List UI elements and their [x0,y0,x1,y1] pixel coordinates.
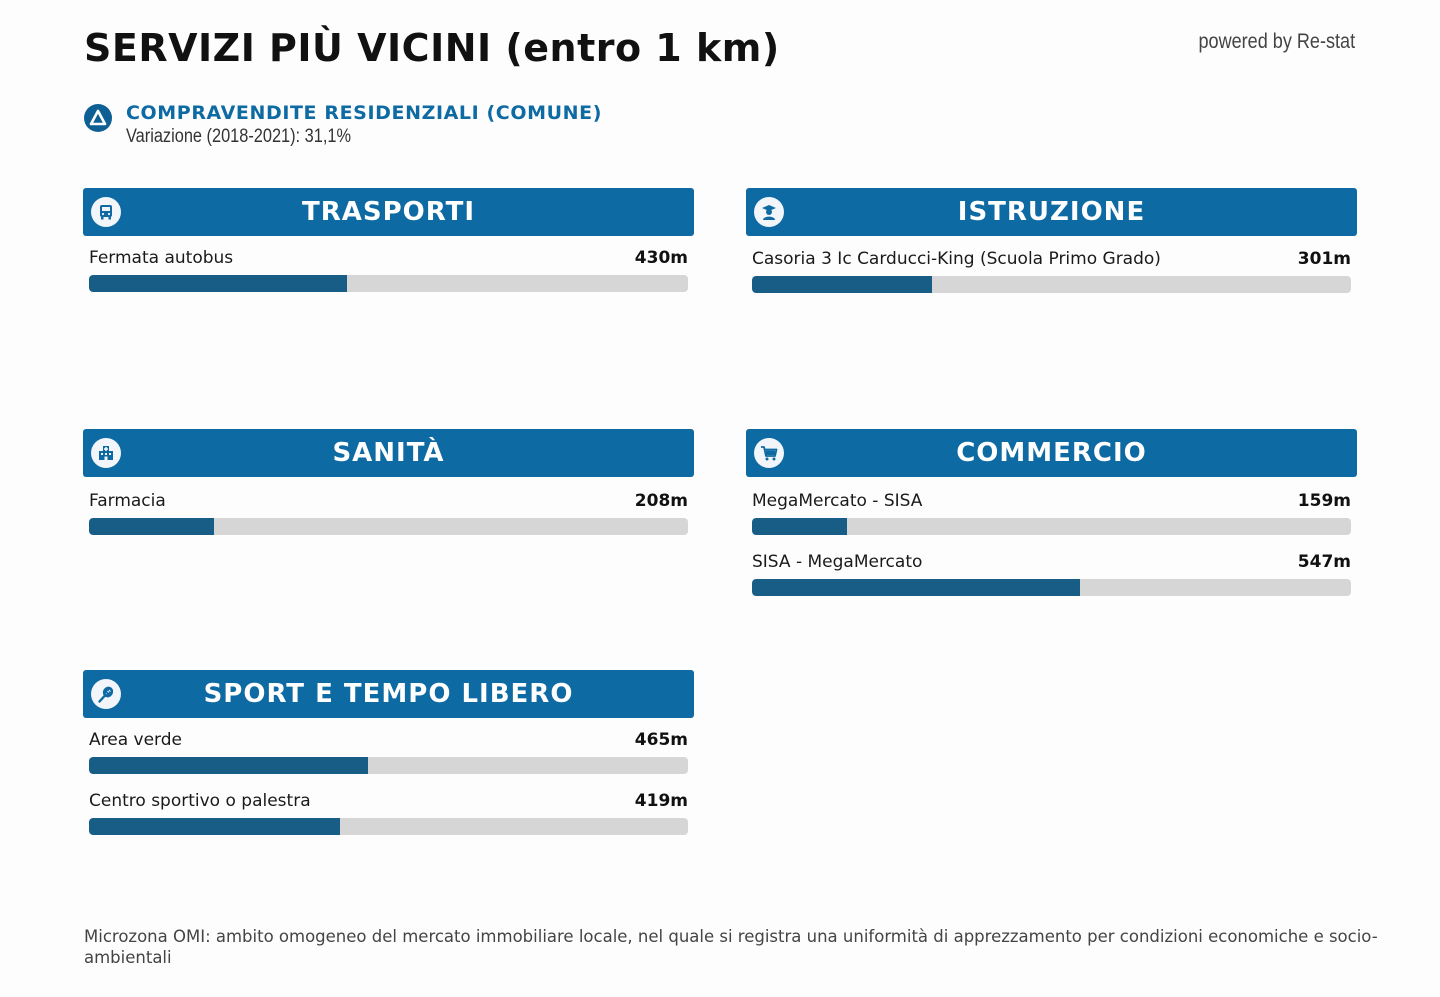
list-item [89,248,688,292]
list-item [752,552,1351,596]
distance-bar-fill [89,757,368,774]
section-title: SPORT E TEMPO LIBERO [203,679,574,709]
distance-bar-fill [752,276,932,293]
service-name: Centro sportivo o palestra [89,791,311,811]
shopping-cart-icon [754,438,784,468]
distance-bar [89,518,688,535]
section-header [746,188,1357,236]
service-distance: 301m [1297,249,1351,269]
service-name: Area verde [89,730,182,750]
distance-bar-fill [89,518,214,535]
list-item [752,249,1351,293]
service-distance: 430m [634,248,688,268]
service-name: Fermata autobus [89,248,234,268]
list-item [752,491,1351,535]
section-trasporti [83,188,694,292]
distance-bar [752,579,1351,596]
section-title: SANITÀ [332,438,445,468]
page-title: SERVIZI PIÙ VICINI (entro 1 km) [84,26,780,70]
list-item [89,730,688,774]
section-header [83,429,694,477]
service-name: Casoria 3 Ic Carducci-King (Scuola Primo Grado) [752,249,1161,269]
section-title: TRASPORTI [301,197,476,227]
service-distance: 419m [634,791,688,811]
distance-bar-fill [89,818,340,835]
section-istruzione [746,188,1357,293]
hospital-icon [91,438,121,468]
section-header [83,188,694,236]
section-sport [83,670,694,835]
powered-by-label: powered by Re-stat [1198,30,1355,53]
section-header [746,429,1357,477]
footnote: Microzona OMI: ambito omogeneo del mercato immobiliare locale, nel quale si registra una uniformità di apprezzamento per condizioni economiche e socio-ambientali [84,927,1378,967]
trend-title: COMPRAVENDITE RESIDENZIALI (COMUNE) [126,102,602,124]
sales-trend-block [84,102,602,148]
service-distance: 547m [1297,552,1351,572]
section-title: COMMERCIO [956,438,1147,468]
distance-bar [89,818,688,835]
triangle-up-icon [84,104,112,132]
distance-bar [752,276,1351,293]
distance-bar-fill [752,579,1080,596]
tennis-racket-icon [91,679,121,709]
distance-bar [752,518,1351,535]
section-title: ISTRUZIONE [957,197,1146,227]
service-distance: 159m [1297,491,1351,511]
trend-variation: Variazione (2018-2021): 31,1% [126,126,351,147]
distance-bar-fill [89,275,347,292]
bus-icon [91,197,121,227]
distance-bar [89,757,688,774]
section-commercio [746,429,1357,596]
list-item [89,791,688,835]
distance-bar [89,275,688,292]
section-header [83,670,694,718]
list-item [89,491,688,535]
student-icon [754,197,784,227]
service-distance: 465m [634,730,688,750]
service-name: MegaMercato - SISA [752,491,923,511]
service-name: SISA - MegaMercato [752,552,923,572]
section-sanita [83,429,694,535]
distance-bar-fill [752,518,847,535]
service-distance: 208m [634,491,688,511]
service-name: Farmacia [89,491,166,511]
